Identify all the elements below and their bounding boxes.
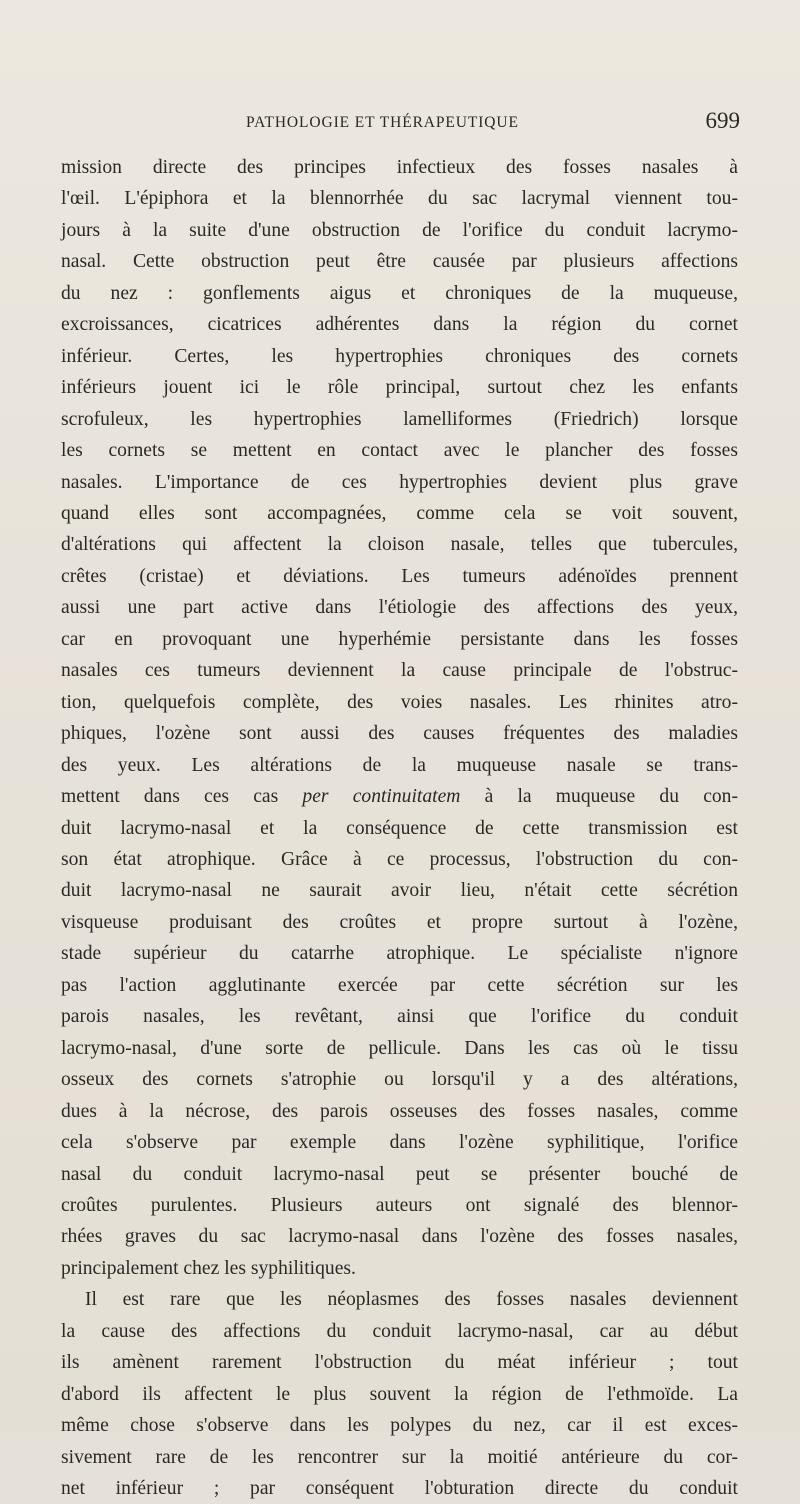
text-segment: à la muqueuse du con-	[460, 786, 739, 808]
text-line: nasal du conduit lacrymo-nasal peut se présenter bouché de	[61, 1163, 738, 1185]
text-line: même chose s'observe dans les polypes du nez, car il est exces-	[61, 1415, 738, 1437]
text-line-with-italic	[61, 781, 738, 812]
text-line: d'abord ils affectent le plus souvent la région de l'ethmoïde. La	[61, 1383, 738, 1405]
text-line: jours à la suite d'une obstruction de l'orifice du conduit lacrymo-	[61, 219, 738, 241]
text-line: visqueuse produisant des croûtes et propre surtout à l'ozène,	[61, 911, 738, 933]
text-line: excroissances, cicatrices adhérentes dans la région du cornet	[61, 314, 738, 336]
text-segment: mettent dans ces cas	[61, 786, 303, 808]
text-line: nasal. Cette obstruction peut être causée par plusieurs affections	[61, 251, 738, 273]
text-line: la cause des affections du conduit lacrymo-nasal, car au début	[61, 1320, 738, 1342]
text-line: net inférieur ; par conséquent l'obturation directe du conduit	[61, 1478, 738, 1500]
text-line: d'altérations qui affectent la cloison nasale, telles que tubercules,	[61, 534, 738, 556]
body-text	[61, 152, 738, 1504]
text-line: duit lacrymo-nasal et la conséquence de cette transmission est	[61, 817, 738, 839]
text-line: osseux des cornets s'atrophie ou lorsqu'il y a des altérations,	[61, 1069, 738, 1091]
text-line: cela s'observe par exemple dans l'ozène syphilitique, l'orifice	[61, 1132, 738, 1154]
text-line: phiques, l'ozène sont aussi des causes fréquentes des maladies	[61, 723, 738, 745]
page-number: 699	[705, 108, 740, 133]
text-line: car en provoquant une hyperhémie persistante dans les fosses	[61, 628, 738, 650]
text-line: nasales ces tumeurs deviennent la cause principale de l'obstruc-	[61, 660, 738, 682]
text-line: lacrymo-nasal, d'une sorte de pellicule. Dans les cas où le tissu	[61, 1037, 738, 1059]
italic-phrase: per continuitatem	[302, 786, 461, 808]
text-line: du nez : gonflements aigus et chroniques de la muqueuse,	[61, 282, 738, 304]
text-line: rhées graves du sac lacrymo-nasal dans l'ozène des fosses nasales,	[61, 1226, 738, 1248]
text-line: ils amènent rarement l'obstruction du méat inférieur ; tout	[61, 1352, 738, 1374]
paragraph-2	[61, 1284, 738, 1504]
running-title: PATHOLOGIE ET THÉRAPEUTIQUE	[246, 114, 519, 131]
text-line: aussi une part active dans l'étiologie des affections des yeux,	[61, 597, 738, 619]
text-line: dues à la nécrose, des parois osseuses des fosses nasales, comme	[61, 1100, 738, 1122]
text-line: nasales. L'importance de ces hypertrophies devient plus grave	[61, 471, 738, 493]
text-line: inférieur. Certes, les hypertrophies chroniques des cornets	[61, 345, 738, 367]
text-line: l'œil. L'épiphora et la blennorrhée du sac lacrymal viennent tou-	[61, 188, 738, 210]
text-line: pas l'action agglutinante exercée par cette sécrétion sur les	[61, 974, 738, 996]
text-line: Il est rare que les néoplasmes des fosses nasales deviennent	[85, 1289, 738, 1311]
page-header	[60, 108, 740, 138]
text-line: scrofuleux, les hypertrophies lamelliformes (Friedrich) lorsque	[61, 408, 738, 430]
text-line: principalement chez les syphilitiques.	[61, 1257, 356, 1279]
text-line: inférieurs jouent ici le rôle principal, surtout chez les enfants	[61, 377, 738, 399]
text-line: des yeux. Les altérations de la muqueuse nasale se trans-	[61, 754, 738, 776]
text-line: les cornets se mettent en contact avec le plancher des fosses	[61, 440, 738, 462]
text-line: duit lacrymo-nasal ne saurait avoir lieu, n'était cette sécrétion	[61, 880, 738, 902]
text-line: son état atrophique. Grâce à ce processus, l'obstruction du con-	[61, 848, 738, 870]
text-line: crêtes (cristae) et déviations. Les tumeurs adénoïdes prennent	[61, 565, 738, 587]
text-line: sivement rare de les rencontrer sur la moitié antérieure du cor-	[61, 1446, 738, 1468]
text-line: croûtes purulentes. Plusieurs auteurs ont signalé des blennor-	[61, 1194, 738, 1216]
text-line: stade supérieur du catarrhe atrophique. Le spécialiste n'ignore	[61, 943, 738, 965]
paragraph-1	[61, 152, 738, 1284]
text-line: parois nasales, les revêtant, ainsi que l'orifice du conduit	[61, 1006, 738, 1028]
text-line: mission directe des principes infectieux des fosses nasales à	[61, 157, 738, 178]
text-line: tion, quelquefois complète, des voies nasales. Les rhinites atro-	[61, 691, 738, 713]
text-line: quand elles sont accompagnées, comme cela se voit souvent,	[61, 502, 738, 524]
